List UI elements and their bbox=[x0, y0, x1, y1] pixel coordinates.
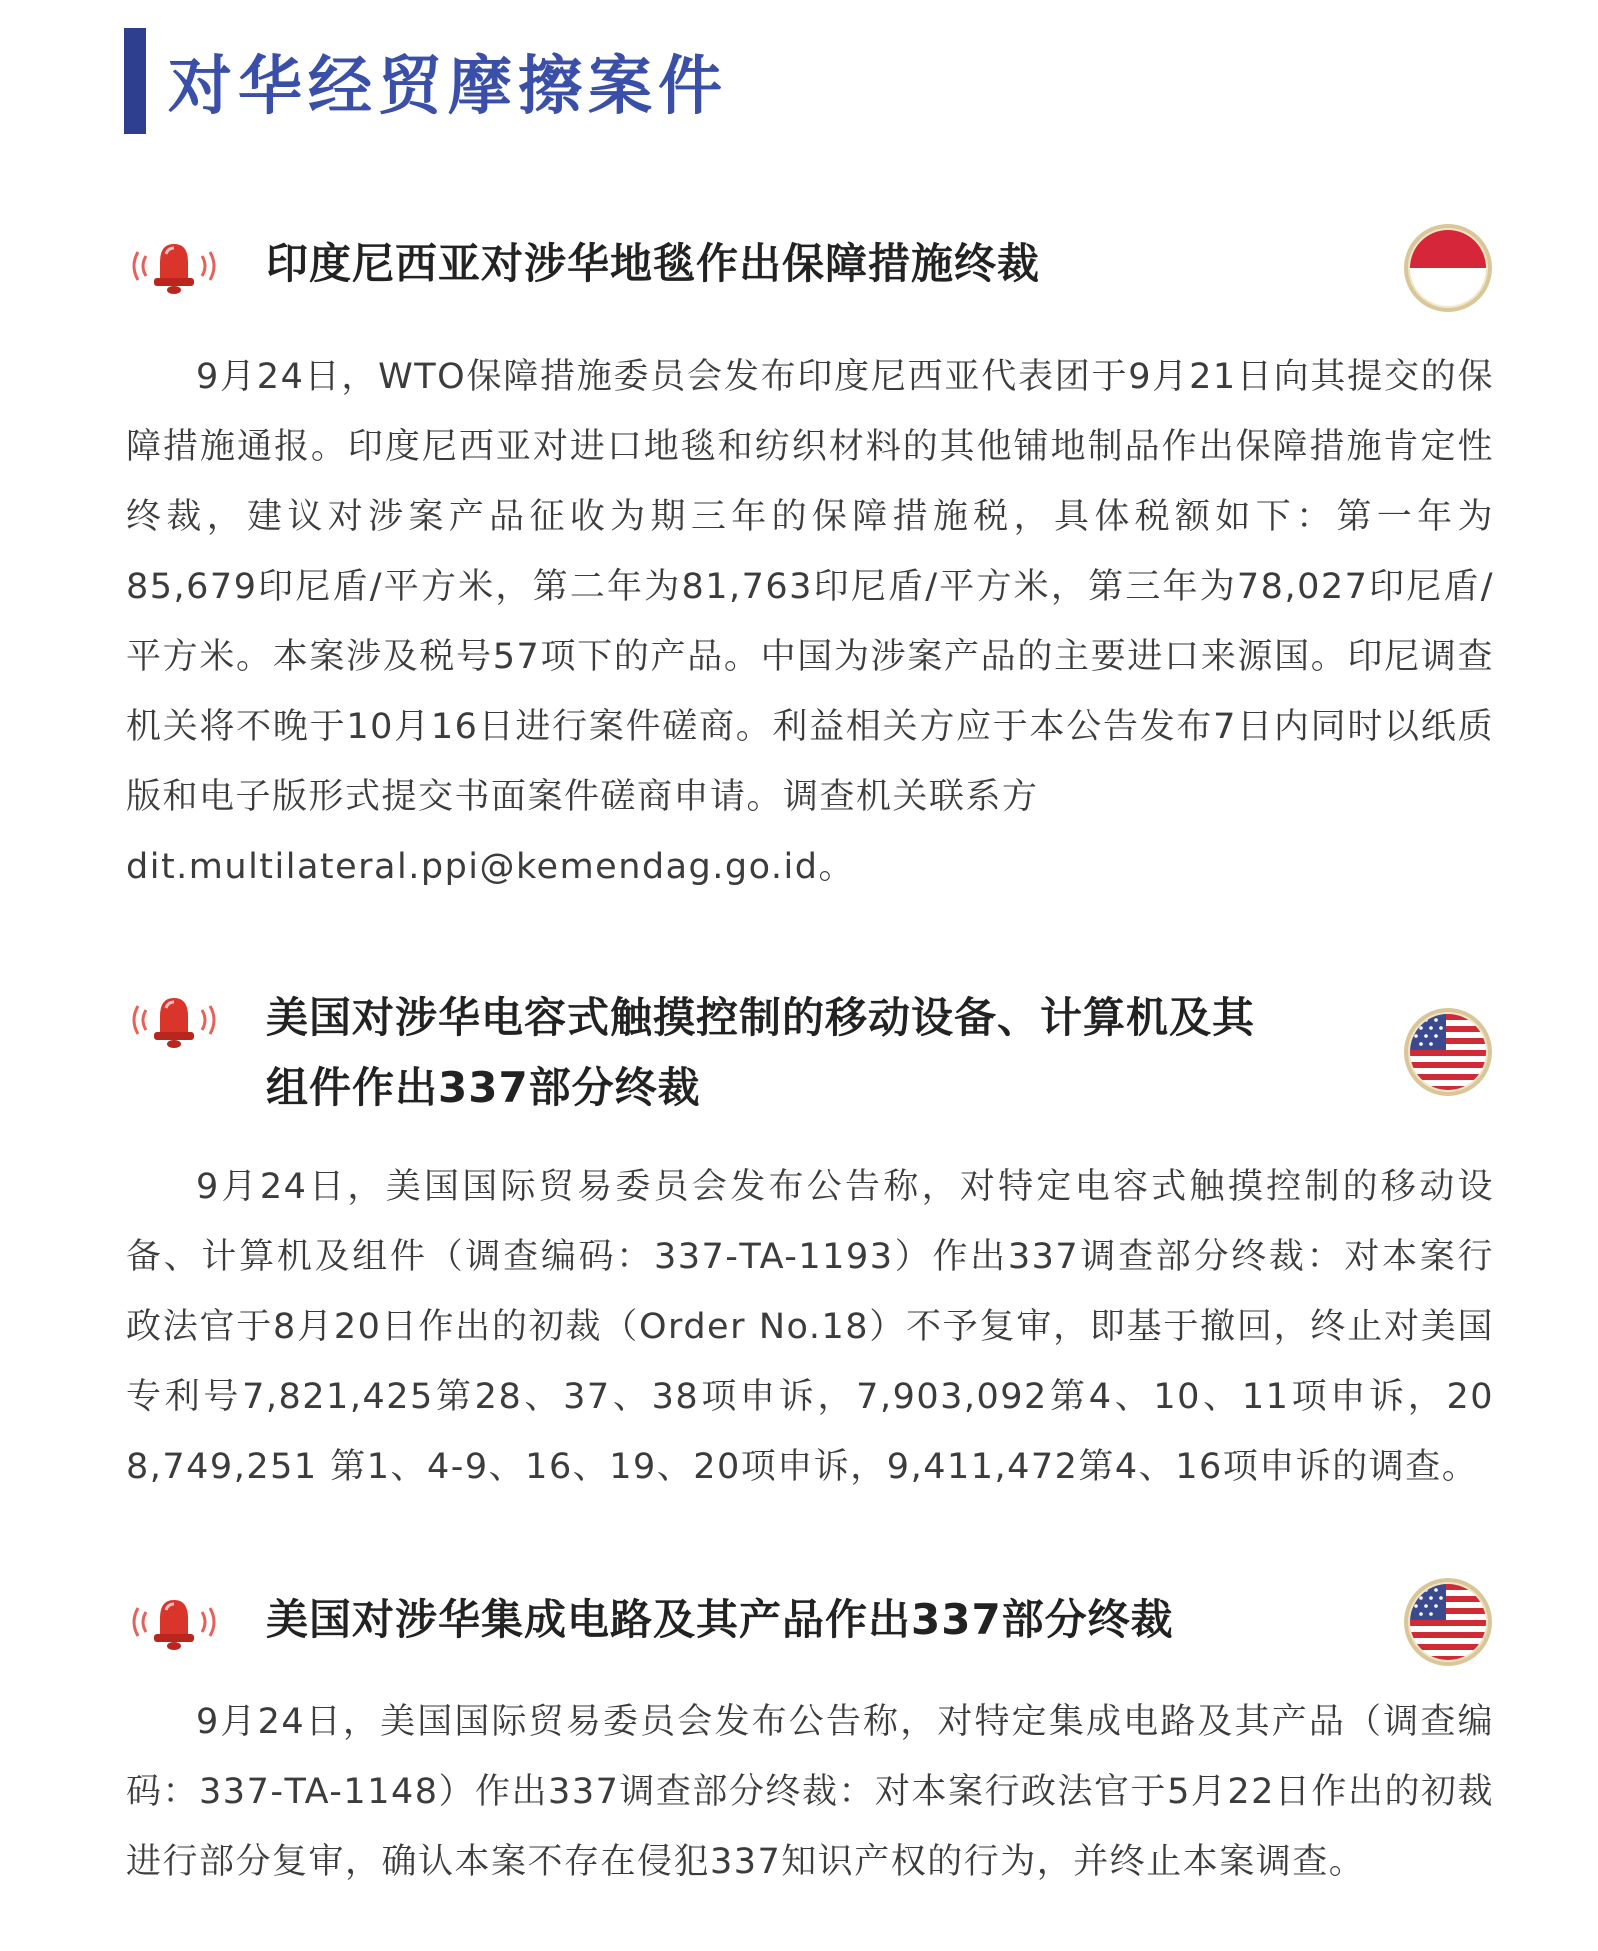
usa-flag-icon bbox=[1402, 1576, 1494, 1668]
contact-email: dit.multilateral.ppi@kemendag.go.id。 bbox=[126, 847, 855, 887]
case-body-text: 9月24日，美国国际贸易委员会发布公告称，对特定集成电路及其产品（调查编码：337-TA-1148）作出337调查部分终裁：对本案行政法官于5月22日作出的初裁进行部分复审，确认本案不存在侵犯337知识产权的行为，并终止本案调查。 bbox=[126, 1702, 1494, 1882]
case-body bbox=[126, 342, 1494, 902]
case-title: 美国对涉华集成电路及其产品作出337部分终裁 bbox=[266, 1595, 1174, 1644]
indonesia-flag-icon bbox=[1402, 222, 1494, 314]
case-body bbox=[126, 1152, 1494, 1502]
section-header bbox=[124, 28, 728, 134]
case-title-line: 美国对涉华电容式触摸控制的移动设备、计算机及其 bbox=[266, 993, 1256, 1042]
case-title: 印度尼西亚对涉华地毯作出保障措施终裁 bbox=[266, 239, 1041, 288]
case-title-line: 组件作出337部分终裁 bbox=[266, 1063, 701, 1112]
case-body bbox=[126, 1687, 1494, 1897]
alarm-icon bbox=[126, 236, 222, 296]
section-title: 对华经贸摩擦案件 bbox=[168, 50, 728, 124]
case-title bbox=[266, 983, 1255, 1123]
usa-flag-icon bbox=[1402, 1006, 1494, 1098]
case-body-text: 9月24日，美国国际贸易委员会发布公告称，对特定电容式触摸控制的移动设备、计算机及组件（调查编码：337-TA-1193）作出337调查部分终裁：对本案行政法官于8月20日作出的初裁（Order No.18）不予复审，即基于撤回，终止对美国专利号7,821,425第28、37、38项申诉，7,903,092第4、10、11项申诉，20 8,749,251 第1、4-9、16、19、20项申诉，9,411,472第4、16项申诉的调查。 bbox=[126, 1167, 1494, 1487]
alarm-icon bbox=[126, 990, 222, 1050]
section-accent-bar bbox=[124, 28, 146, 134]
alarm-icon bbox=[126, 1592, 222, 1652]
case-body-text: 9月24日，WTO保障措施委员会发布印度尼西亚代表团于9月21日向其提交的保障措施通报。印度尼西亚对进口地毯和纺织材料的其他铺地制品作出保障措施肯定性终裁，建议对涉案产品征收为期三年的保障措施税，具体税额如下：第一年为85,679印尼盾/平方米，第二年为81,763印尼盾/平方米，第三年为78,027印尼盾/平方米。本案涉及税号57项下的产品。中国为涉案产品的主要进口来源国。印尼调查机关将不晚于10月16日进行案件磋商。利益相关方应于本公告发布7日内同时以纸质版和电子版形式提交书面案件磋商申请。调查机关联系方 bbox=[126, 357, 1494, 817]
